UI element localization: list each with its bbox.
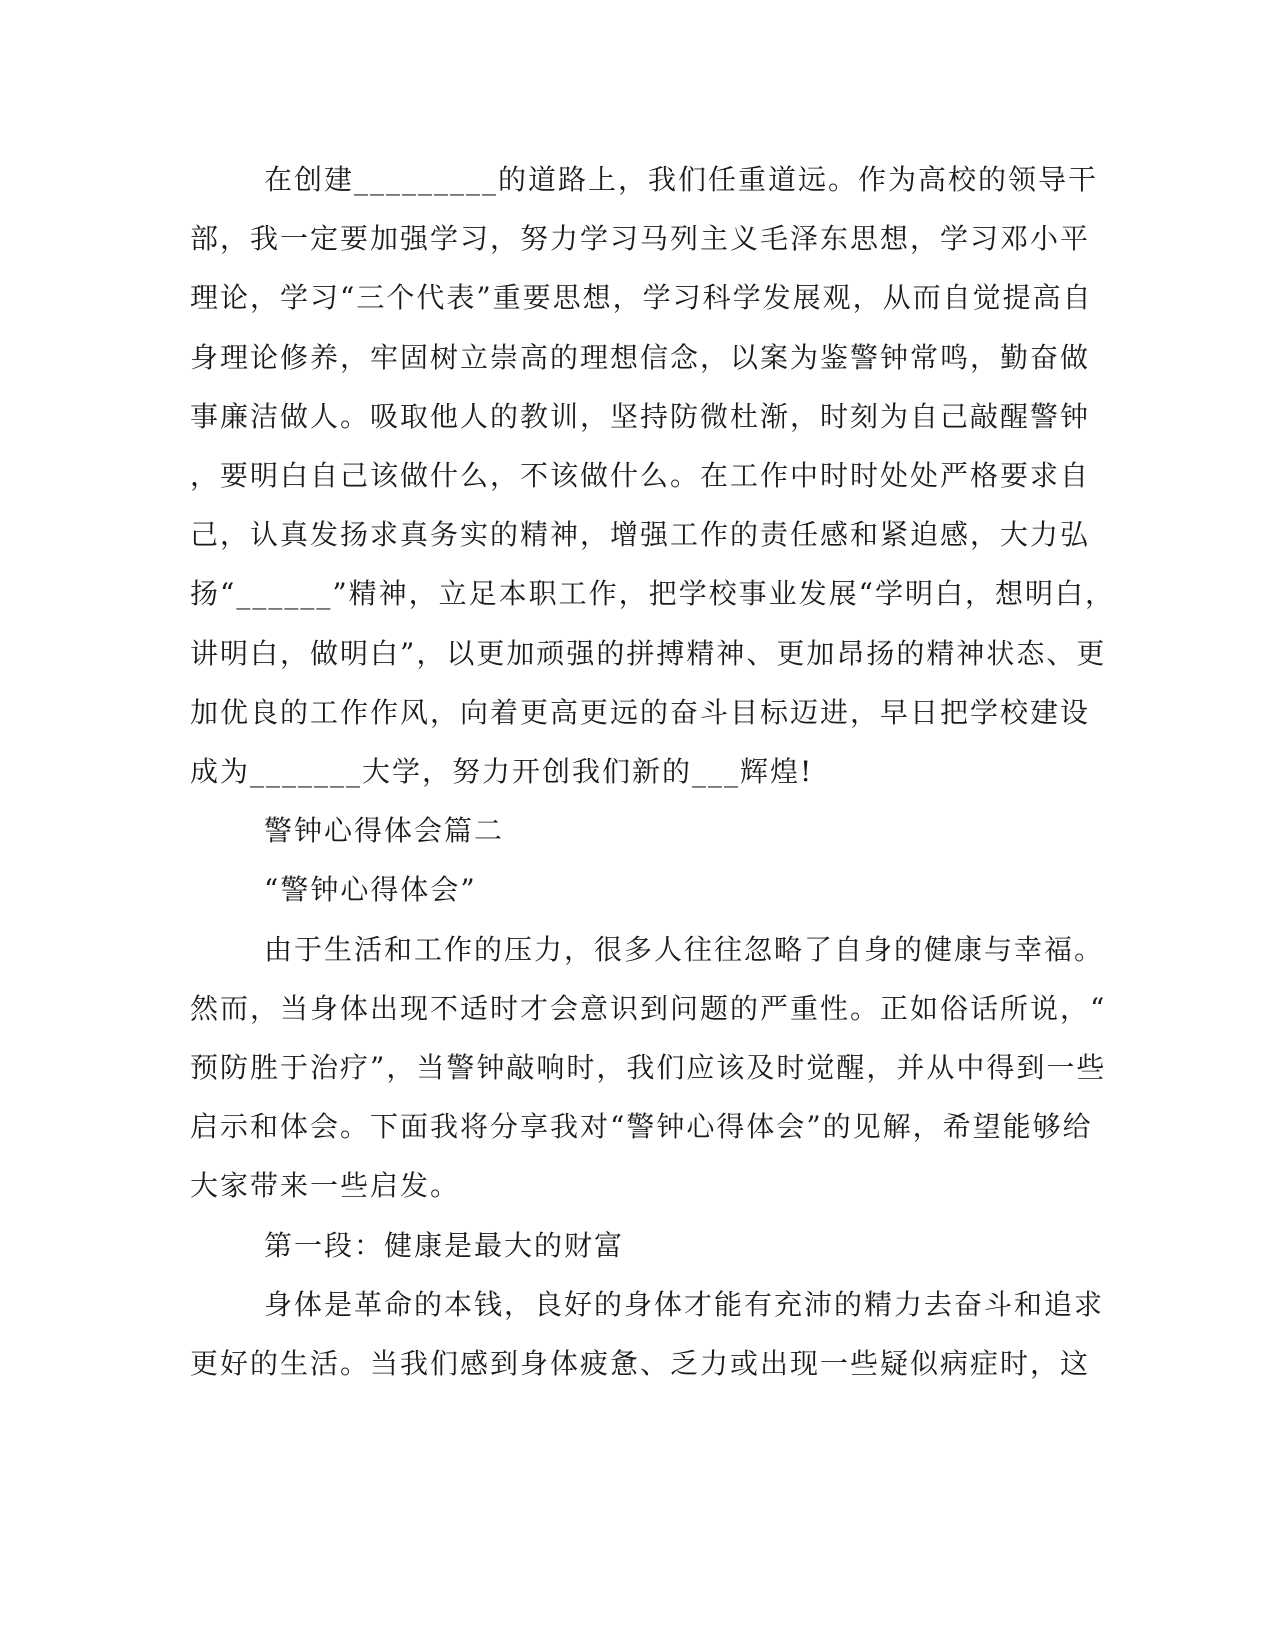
- paragraph-first-line: 由于生活和工作的压力，很多人往往忽略了自身的健康与幸福。: [264, 932, 1105, 966]
- paragraph-line: 讲明白，做明白”，以更加顽强的拼搏精神、更加昂扬的精神状态、更: [190, 636, 1107, 670]
- paragraph-line: 理论，学习“三个代表”重要思想，学习科学发展观，从而自觉提高自: [190, 281, 1093, 315]
- paragraph-line: ，要明白自己该做什么，不该做什么。在工作中时时处处严格要求自: [190, 459, 1091, 492]
- paragraph-line: 成为_______大学，努力开创我们新的___辉煌!: [190, 755, 814, 788]
- paragraph-line: 预防胜于治疗”，当警钟敲响时，我们应该及时觉醒，并从中得到一些: [190, 1051, 1107, 1084]
- paragraph-first-line: 在创建_________的道路上，我们任重道远。作为高校的领导干: [264, 163, 1099, 196]
- paragraph-line: 部，我一定要加强学习，努力学习马列主义毛泽东思想，学习邓小平: [190, 222, 1091, 256]
- paragraph-line: 然而，当身体出现不适时才会意识到问题的严重性。正如俗话所说，“: [190, 991, 1107, 1025]
- paragraph-line: 加优良的工作作风，向着更高更远的奋斗目标迈进，早日把学校建设: [190, 695, 1091, 729]
- paragraph-first-line: 警钟心得体会篇二: [264, 814, 505, 848]
- paragraph-first-line: 身体是革命的本钱，良好的身体才能有充沛的精力去奋斗和追求: [264, 1287, 1105, 1321]
- paragraph-line: 己，认真发扬求真务实的精神，增强工作的责任感和紧迫感，大力弘: [190, 518, 1091, 552]
- paragraph-first-line: “警钟心得体会”: [264, 873, 477, 907]
- paragraph-first-line: 第一段：健康是最大的财富: [264, 1228, 625, 1262]
- paragraph-line: 大家带来一些启发。: [190, 1169, 461, 1203]
- paragraph-line: 扬“______”精神，立足本职工作，把学校事业发展“学明白，想明白，: [190, 577, 1115, 611]
- paragraph-line: 启示和体会。下面我将分享我对“警钟心得体会”的见解，希望能够给: [190, 1110, 1093, 1144]
- paragraph-line: 身理论修养，牢固树立崇高的理想信念，以案为鉴警钟常鸣，勤奋做: [190, 340, 1091, 374]
- paragraph-line: 事廉洁做人。吸取他人的教训，坚持防微杜渐，时刻为自己敲醒警钟: [190, 399, 1091, 433]
- paragraph-line: 更好的生活。当我们感到身体疲惫、乏力或出现一些疑似病症时，这: [190, 1347, 1091, 1380]
